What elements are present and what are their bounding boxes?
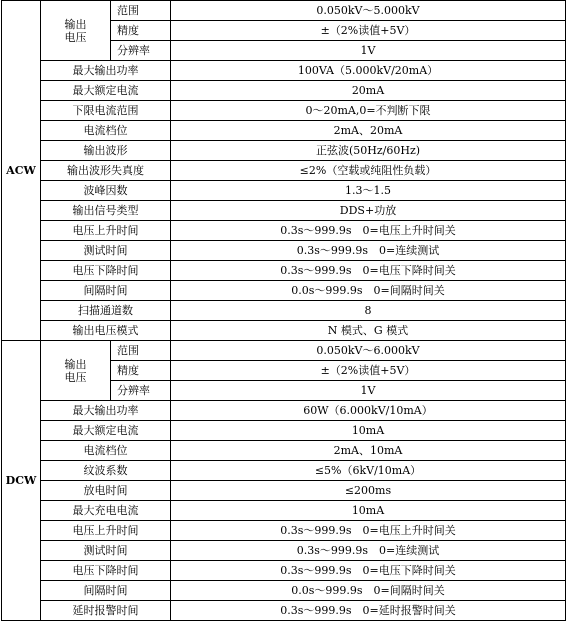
- dcw-param-name: 最大充电电流: [41, 501, 171, 521]
- acw-param-value: 正弦波(50Hz/60Hz): [171, 141, 566, 161]
- dcw-param-row: [2, 581, 566, 601]
- acw-param-name: 间隔时间: [41, 281, 171, 301]
- acw-param-row: [2, 161, 566, 181]
- acw-param-row: [2, 61, 566, 81]
- acw-param-row: [2, 181, 566, 201]
- dcw-param-row: [2, 561, 566, 581]
- acw-param-value: ≤2%（空载或纯阻性负载）: [171, 161, 566, 181]
- acw-param-row: [2, 121, 566, 141]
- dcw-param-value: 0.0s～999.9s 0=间隔时间关: [171, 581, 566, 601]
- dcw-param-row: [2, 541, 566, 561]
- acw-param-row: [2, 221, 566, 241]
- dcw-param-value: 0.3s～999.9s 0=延时报警时间关: [171, 601, 566, 621]
- dcw-param-value: 0.3s～999.9s 0=电压上升时间关: [171, 521, 566, 541]
- dcw-param-name: 电流档位: [41, 441, 171, 461]
- dcw-param-name: 延时报警时间: [41, 601, 171, 621]
- acw-param-value: 0.0s～999.9s 0=间隔时间关: [171, 281, 566, 301]
- acw-param-name: 输出波形: [41, 141, 171, 161]
- acw-param-row: [2, 141, 566, 161]
- dcw-param-name: 电压下降时间: [41, 561, 171, 581]
- dcw-param-name: 最大输出功率: [41, 401, 171, 421]
- dcw-param-name: 间隔时间: [41, 581, 171, 601]
- dcw-param-value: 10mA: [171, 421, 566, 441]
- acw-param-value: N 模式、G 模式: [171, 321, 566, 341]
- acw-voltage-param-value: 0.050kV～5.000kV: [171, 1, 566, 21]
- acw-param-value: 1.3～1.5: [171, 181, 566, 201]
- acw-param-name: 输出信号类型: [41, 201, 171, 221]
- acw-voltage-param-name: 分辨率: [111, 41, 171, 61]
- acw-param-row: [2, 281, 566, 301]
- acw-section-label: ACW: [2, 1, 41, 341]
- acw-output-voltage-group: 输出 电压: [41, 1, 111, 61]
- spec-table: [1, 0, 566, 621]
- dcw-voltage-param-value: ±（2%读值+5V）: [171, 361, 566, 381]
- dcw-param-name: 放电时间: [41, 481, 171, 501]
- dcw-voltage-row: [2, 341, 566, 361]
- acw-param-row: [2, 321, 566, 341]
- dcw-param-row: [2, 401, 566, 421]
- acw-voltage-param-name: 范围: [111, 1, 171, 21]
- dcw-param-row: [2, 421, 566, 441]
- acw-param-value: 0～20mA,0=不判断下限: [171, 101, 566, 121]
- dcw-param-name: 纹波系数: [41, 461, 171, 481]
- acw-param-row: [2, 301, 566, 321]
- spec-table-body: [2, 1, 566, 621]
- acw-param-row: [2, 201, 566, 221]
- dcw-param-value: 0.3s～999.9s 0=电压下降时间关: [171, 561, 566, 581]
- dcw-param-row: [2, 461, 566, 481]
- dcw-param-value: 0.3s～999.9s 0=连续测试: [171, 541, 566, 561]
- dcw-voltage-param-name: 范围: [111, 341, 171, 361]
- acw-voltage-param-value: 1V: [171, 41, 566, 61]
- acw-param-value: 0.3s～999.9s 0=电压下降时间关: [171, 261, 566, 281]
- dcw-output-voltage-group: 输出 电压: [41, 341, 111, 401]
- dcw-section-label: DCW: [2, 341, 41, 621]
- dcw-param-value: 10mA: [171, 501, 566, 521]
- dcw-voltage-param-name: 分辨率: [111, 381, 171, 401]
- acw-param-row: [2, 101, 566, 121]
- acw-param-value: 8: [171, 301, 566, 321]
- dcw-param-value: ≤5%（6kV/10mA）: [171, 461, 566, 481]
- dcw-param-name: 测试时间: [41, 541, 171, 561]
- acw-param-name: 下限电流范围: [41, 101, 171, 121]
- acw-param-name: 输出电压模式: [41, 321, 171, 341]
- acw-param-name: 最大输出功率: [41, 61, 171, 81]
- dcw-param-row: [2, 481, 566, 501]
- acw-param-row: [2, 241, 566, 261]
- dcw-voltage-param-value: 1V: [171, 381, 566, 401]
- dcw-param-value: 2mA、10mA: [171, 441, 566, 461]
- acw-param-name: 输出波形失真度: [41, 161, 171, 181]
- acw-param-name: 波峰因数: [41, 181, 171, 201]
- dcw-voltage-param-value: 0.050kV～6.000kV: [171, 341, 566, 361]
- dcw-param-name: 电压上升时间: [41, 521, 171, 541]
- acw-param-row: [2, 81, 566, 101]
- acw-param-name: 测试时间: [41, 241, 171, 261]
- acw-voltage-row: [2, 1, 566, 21]
- acw-param-value: DDS+功放: [171, 201, 566, 221]
- acw-param-row: [2, 261, 566, 281]
- acw-param-name: 扫描通道数: [41, 301, 171, 321]
- acw-param-value: 0.3s～999.9s 0=连续测试: [171, 241, 566, 261]
- acw-param-value: 0.3s～999.9s 0=电压上升时间关: [171, 221, 566, 241]
- dcw-param-row: [2, 441, 566, 461]
- dcw-param-name: 最大额定电流: [41, 421, 171, 441]
- acw-param-name: 电压下降时间: [41, 261, 171, 281]
- acw-param-name: 最大额定电流: [41, 81, 171, 101]
- dcw-param-row: [2, 601, 566, 621]
- acw-param-value: 2mA、20mA: [171, 121, 566, 141]
- dcw-param-value: 60W（6.000kV/10mA）: [171, 401, 566, 421]
- acw-param-name: 电流档位: [41, 121, 171, 141]
- dcw-param-value: ≤200ms: [171, 481, 566, 501]
- dcw-param-row: [2, 501, 566, 521]
- acw-param-name: 电压上升时间: [41, 221, 171, 241]
- acw-voltage-param-name: 精度: [111, 21, 171, 41]
- dcw-voltage-param-name: 精度: [111, 361, 171, 381]
- dcw-param-row: [2, 521, 566, 541]
- acw-param-value: 20mA: [171, 81, 566, 101]
- acw-param-value: 100VA（5.000kV/20mA）: [171, 61, 566, 81]
- acw-voltage-param-value: ±（2%读值+5V）: [171, 21, 566, 41]
